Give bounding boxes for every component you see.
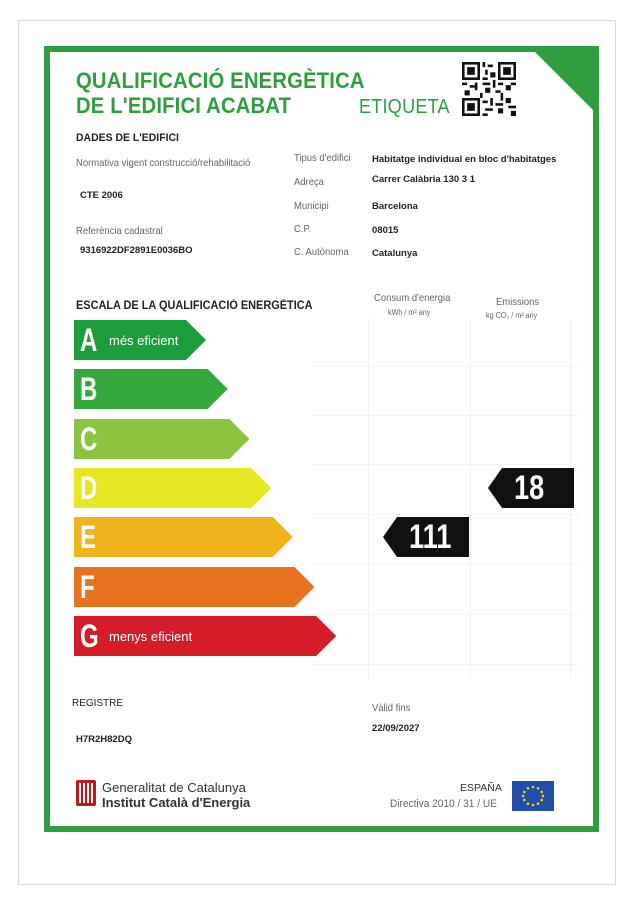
rating-bar-c [74,419,249,459]
gencat-line1: Generalitat de Catalunya [102,780,246,795]
field-label-autonoma: C. Autònoma [294,246,349,258]
rating-letter: B [80,371,98,408]
field-label-adreca: Adreça [294,176,324,188]
green-corner [529,46,599,116]
rating-bar-g [74,616,336,656]
field-value-autonoma: Catalunya [372,248,418,259]
gencat-line2: Institut Català d'Energia [102,795,251,810]
emissions-header: Emissions [496,296,540,308]
registre-value: H7R2H82DQ [76,734,132,745]
consum-indicator [383,517,469,557]
normativa-label: Normativa vigent construcció/rehabilitació [76,157,251,169]
qr-code-icon [462,62,516,116]
rating-letter: E [80,519,97,556]
rating-letter: A [80,322,98,358]
rating-letter: C [80,420,98,457]
rating-bar-e [74,517,293,557]
field-label-cp: C.P. [294,223,312,235]
energy-label-frame [44,46,599,832]
rating-bar-f [74,567,315,607]
referencia-label: Referència cadastral [76,225,163,237]
field-label-tipus: Tipus d'edifici [294,152,351,164]
field-value-adreca: Carrer Calàbria 130 3 1 [372,174,475,185]
rating-letter: G [80,617,99,654]
field-value-cp: 08015 [372,225,399,236]
emissions-unit: kg CO₂ / m² any [486,311,538,320]
field-value-tipus: Habitatge individual en bloc d'habitatges [372,154,557,165]
emissions-value: 18 [514,468,545,507]
consum-unit: kWh / m² any [388,308,431,317]
label-type: ETIQUETA [359,96,450,118]
scale-section-title: ESCALA DE LA QUALIFICACIÓ ENERGÈTICA [76,300,313,312]
espana-label: ESPAÑA [460,782,502,794]
rating-bar-b [74,369,228,409]
directiva-label: Directiva 2010 / 31 / UE [390,798,497,810]
consum-value: 111 [409,518,452,557]
emissions-indicator [488,468,574,508]
referencia-value: 9316922DF2891E0036BO [80,245,193,256]
rating-letter: F [80,568,95,605]
valid-value: 22/09/2027 [372,723,420,734]
gencat-logo-icon [76,780,96,806]
rating-bar-a [74,320,206,360]
rating-text: menys eficient [109,628,193,644]
field-label-municipi: Municipi [294,200,329,212]
valid-label: Vàlid fins [372,702,411,714]
registre-label: REGISTRE [72,697,124,709]
field-value-municipi: Barcelona [372,201,418,212]
rating-letter: D [80,469,98,506]
consum-header: Consum d'energia [374,292,451,304]
title-line1: QUALIFICACIÓ ENERGÈTICA [76,68,365,93]
title-line2: DE L'EDIFICI ACABAT [76,93,292,118]
rating-bar-d [74,468,271,508]
rating-text: més eficient [109,333,179,348]
normativa-value: CTE 2006 [80,190,123,201]
eu-flag-icon [512,781,554,811]
building-section-title: DADES DE L'EDIFICI [76,132,179,144]
